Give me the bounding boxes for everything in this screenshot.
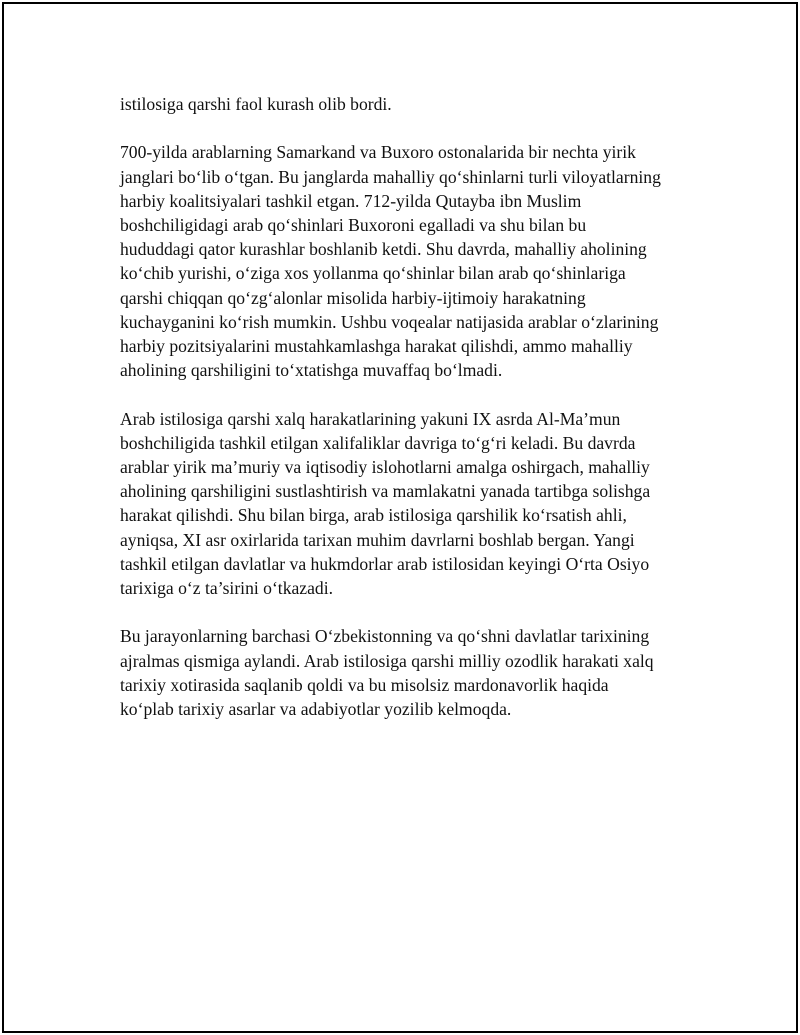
text-line: qarshi chiqqan qo‘zg‘alonlar misolida harbiy-ijtimoiy harakatning [120, 287, 586, 308]
text-line: Arab istilosiga qarshi xalq harakatlarining yakuni IX asrda Al-Ma’mun [120, 408, 621, 429]
text-line: kuchayganini ko‘rish mumkin. Ushbu voqealar natijasida arablar o‘zlarining [120, 311, 659, 332]
text-line: ko‘plab tarixiy asarlar va adabiyotlar yozilib kelmoqda. [120, 699, 512, 720]
text-line: aholining qarshiligini sustlashtirish va mamlakatni yanada tartibga solishga [120, 481, 651, 502]
paragraph [120, 624, 680, 721]
text-line: harbiy koalitsiyalari tashkil etgan. 712-yilda Qutayba ibn Muslim [120, 190, 582, 211]
text-line: harbiy pozitsiyalarini mustahkamlashga harakat qilishdi, ammo mahalliy [120, 336, 633, 357]
paragraph [120, 407, 680, 601]
text-line: tashkil etilgan davlatlar va hukmdorlar arab istilosidan keyingi O‘rta Osiyo [120, 553, 650, 574]
text-line: ajralmas qismiga aylandi. Arab istilosiga qarshi milliy ozodlik harakati xalq [120, 650, 654, 671]
text-line: 700-yilda arablarning Samarkand va Buxoro ostonalarida bir nechta yirik [120, 142, 636, 163]
text-line: istilosiga qarshi faol kurash olib bordi. [120, 94, 392, 114]
text-line: ayniqsa, XI asr oxirlarida tarixan muhim davrlarni boshlab bergan. Yangi [120, 529, 635, 550]
text-line: tarixiga o‘z ta’sirini o‘tkazadi. [120, 578, 333, 599]
text-line: ko‘chib yurishi, o‘ziga xos yollanma qo‘shinlar bilan arab qo‘shinlariga [120, 263, 626, 284]
text-line: boshchiligida tashkil etilgan xalifaliklar davriga to‘g‘ri keladi. Bu davrda [120, 432, 636, 453]
text-line: aholining qarshiligini to‘xtatishga muvaffaq bo‘lmadi. [120, 360, 503, 381]
document-body [120, 92, 680, 745]
text-line: harakat qilishdi. Shu bilan birga, arab istilosiga qarshilik ko‘rsatish ahli, [120, 505, 627, 526]
paragraph [120, 92, 680, 116]
text-line: Bu jarayonlarning barchasi O‘zbekistonning va qo‘shni davlatlar tarixining [120, 626, 650, 647]
text-line: janglari bo‘lib o‘tgan. Bu janglarda mahalliy qo‘shinlarni turli viloyatlarning [120, 166, 661, 187]
document-page [2, 2, 798, 1033]
text-line: hududdagi qator kurashlar boshlanib ketdi. Shu davrda, mahalliy aholining [120, 239, 647, 260]
text-line: tarixiy xotirasida saqlanib qoldi va bu misolsiz mardonavorlik haqida [120, 674, 609, 695]
text-line: arablar yirik ma’muriy va iqtisodiy islohotlarni amalga oshirgach, mahalliy [120, 457, 650, 478]
paragraph [120, 140, 680, 382]
text-line: boshchiligidagi arab qo‘shinlari Buxoroni egalladi va shu bilan bu [120, 215, 587, 235]
